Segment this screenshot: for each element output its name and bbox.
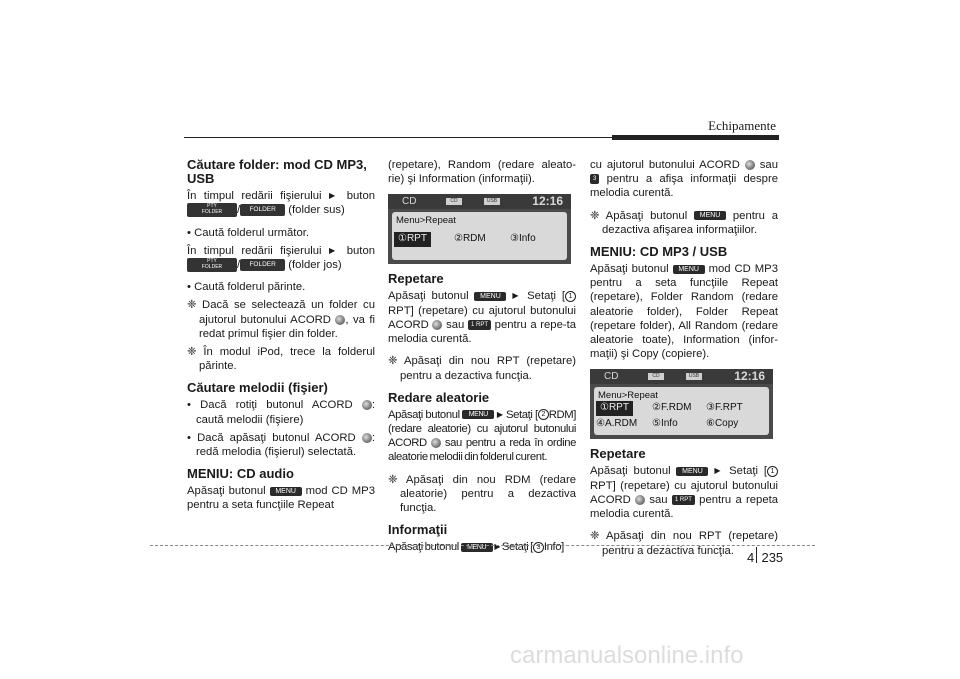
knob-icon [432,320,442,330]
paragraph [590,262,778,361]
screen-item: ⑤Info [652,418,678,430]
screen-topbar [590,369,773,384]
menu-button-icon: MENU [694,211,726,220]
menu-button-icon: MENU [474,292,506,301]
circled-number-icon: 1 [767,466,778,477]
screen-item: ①RPT [394,232,431,246]
screen-menu-panel [392,212,567,260]
knob-icon [335,315,345,325]
text: sau pentru a reda în ordine aleatorie melodii din folderul curent. [388,437,577,464]
text: pentru a afişa informaţii despre melodia curentă. [590,173,779,200]
text: pentru a dezactiva afişarea informaţiilor. [602,209,779,236]
arrow-right-icon: ▶ [328,191,340,200]
screen-item: ③Info [510,233,536,245]
preset-3-button-icon: 3 [590,174,599,184]
note [590,209,778,237]
chapter-number: 4 [747,550,755,565]
text: RPT] (repetare) cu ajutorul butonului ACORD [388,304,576,331]
list-item [187,398,375,426]
text: • Dacă apăsaţi butonul ACORD [187,431,356,444]
rpt-button-icon: 1 RPT [468,320,491,330]
paragraph [388,408,576,465]
screen-menu-title: Menu>Repeat [396,215,456,227]
text: buton [346,244,376,257]
footer-rule [150,545,815,546]
text: sau [446,318,465,331]
heading-song-search: Căutare melodii (fişier) [187,380,328,396]
note: ❈ În modul iPod, trece la folderul părinte. [187,346,375,373]
heading-info: Informaţii [388,522,448,538]
label: FOLDER [201,264,223,271]
text: : caută melodii (fişiere) [196,399,376,426]
text: Apăsaţi butonul [388,408,460,421]
column-3 [590,158,778,562]
folder-button-icon: FOLDER [240,259,285,271]
list-item [187,431,375,459]
heading-repeat: Repetare [388,271,444,287]
screen-tag: USB [484,198,500,205]
text: cu ajutorul butonului ACORD [590,159,740,171]
circled-number-icon: 2 [538,409,549,420]
column-1 [187,158,375,521]
column-2 [388,158,576,563]
menu-button-icon: MENU [676,467,708,476]
label: PTY [207,258,217,265]
arrow-right-icon: ▶ [328,245,340,255]
text: RDM] (redare aleatorie) cu ajutorul butonului ACORD [388,408,576,450]
text: Info] [543,541,564,554]
knob-icon [745,160,755,170]
paragraph: În timpul redării fişierului ▶ buton PTY FOLDER / FOLDER (folder jos) [187,244,376,271]
text: • Dacă rotiţi butonul ACORD [187,399,353,412]
note: ❈ Apăsaţi din nou RDM (redare aleatorie) pentru a dezactiva funcţia. [388,473,576,515]
folder-button-icon: FOLDER [240,204,285,216]
section-header: Echipamente [708,118,776,133]
screen-item: ⑥Copy [706,418,739,430]
text: sau [649,493,668,506]
header-bar [612,135,779,140]
note [187,298,375,341]
knob-icon [635,495,645,505]
knob-icon [362,433,372,443]
text: Apăsaţi butonul [388,290,469,303]
menu-button-icon: MENU [673,265,705,274]
screen-item: ④A.RDM [596,418,638,430]
text: pentru a repeta melodia curentă. [590,493,779,521]
list-item: • Caută folderul următor. [187,226,310,239]
screen-mode: CD [604,371,619,383]
text: sau [759,159,778,171]
screen-tag: USB [686,373,702,380]
text: , va fi redat primul fişier din folder. [199,313,376,340]
list-item: • Caută folderul părinte. [187,281,306,294]
text: buton [346,190,376,203]
display-screenshot-cd [388,194,571,264]
display-screenshot-mp3 [590,369,773,439]
screen-topbar [388,194,571,209]
arrow-right-icon: ▶ [496,409,504,419]
text: RPT] (repetare) cu ajutorul butonului ACORD [590,479,778,506]
pty-folder-button-icon [187,203,237,217]
label: PTY [207,203,217,210]
heading-random: Redare aleatorie [388,389,490,405]
circled-number-icon: 1 [565,291,576,302]
arrow-right-icon: ▶ [512,291,522,301]
knob-icon [431,438,441,448]
note: ❈ Apăsaţi din nou RPT (repetare) pentru a dezactiva funcţia. [590,530,778,557]
paragraph [388,289,576,346]
arrow-right-icon: ▶ [494,542,501,552]
screen-item: ③F.RPT [706,402,743,414]
text: Setaţi [ [729,465,768,478]
paragraph: (repetare), Random (redare aleato-rie) şi Information (informaţii). [388,159,576,186]
text: Apăsaţi butonul [388,541,459,554]
paragraph [388,540,576,554]
page-number-divider [756,547,757,563]
text: Apăsaţi butonul [187,485,266,498]
knob-icon [362,400,372,410]
text: mod CD MP3 pentru a seta funcţiile Repeat (repetare), Folder Random (redare aleatorie folder), Folder Repeat (repetare folder), All Random (redare aleatorie toate), Information (infor-maţii) şi Copy (copiere). [590,263,778,361]
screen-item: ①RPT [596,401,633,415]
screen-item: ②F.RDM [652,402,692,414]
screen-menu-title: Menu>Repeat [598,390,658,402]
text: În timpul redării fişierului [187,244,322,257]
page-number [747,550,783,565]
text: Setaţi [ [501,541,533,554]
heading-folder-search: Căutare folder: mod CD MP3, USB [187,157,367,186]
arrow-right-icon: ▶ [714,466,724,476]
heading-menu-cd-audio: MENIU: CD audio [187,466,294,482]
paragraph [187,484,375,512]
note: ❈ Apăsaţi din nou RPT (repetare) pentru a dezactiva funcţia. [388,355,576,382]
text: Setaţi [ [527,290,566,303]
text: pentru a repe-ta melodia curentă. [388,318,577,346]
heading-menu-cd-mp3-usb: MENIU: CD MP3 / USB [590,244,728,260]
text: (folder sus) [288,204,345,217]
paragraph: În timpul redării fişierului ▶ buton PTY FOLDER / FOLDER (folder sus) [187,190,376,217]
text: Apăsaţi butonul [590,263,669,276]
screen-tag: CD [648,373,664,380]
watermark: carmanualsonline.info [510,642,744,669]
label: FOLDER [201,209,223,216]
text: ❈ Apăsaţi butonul [590,209,688,222]
screen-mode: CD [402,196,417,208]
menu-button-icon: MENU [462,410,494,419]
pty-folder-button-icon [187,258,237,272]
screen-clock: 12:16 [532,194,563,209]
page-number-value: 235 [761,550,784,565]
rpt-button-icon: 1 RPT [672,495,695,505]
text: : redă melodia (fişierul) selectată. [196,431,376,459]
menu-button-icon: MENU [461,543,493,552]
text: (folder jos) [288,259,342,271]
screen-clock: 12:16 [734,369,765,384]
paragraph [590,464,778,521]
circled-number-icon: 3 [533,542,544,553]
text: ❈ Dacă se selectează un folder cu ajutorul butonului ACORD [187,299,375,326]
text: În timpul redării fişierului [187,190,322,203]
text: Setaţi [ [505,408,538,421]
menu-button-icon: MENU [270,487,302,496]
paragraph [590,158,778,201]
text: Apăsaţi butonul [590,465,671,478]
heading-repeat: Repetare [590,446,646,462]
screen-tag: CD [446,198,462,205]
screen-item: ②RDM [454,233,486,245]
text: mod CD MP3 pentru a seta funcţiile Repeat [187,485,375,512]
screen-menu-panel [594,387,769,435]
